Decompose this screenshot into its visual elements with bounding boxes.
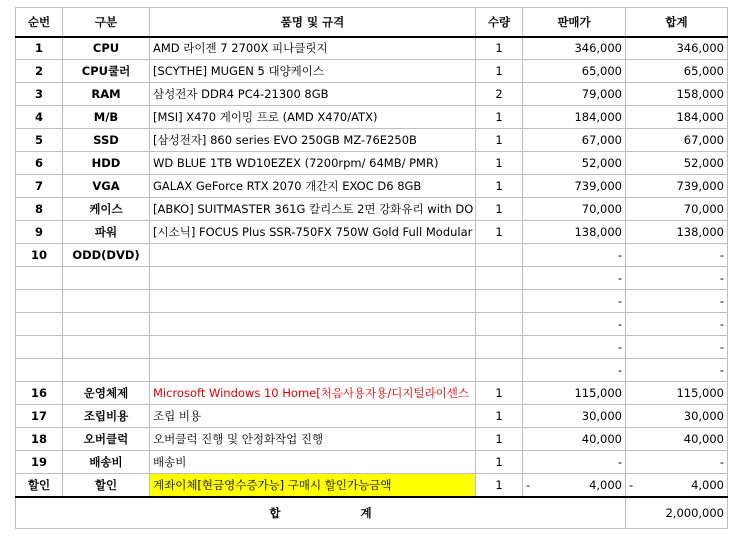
row-qty: 1 [476, 382, 523, 405]
table-row [16, 267, 728, 290]
row-category: SSD [63, 129, 150, 152]
row-category: VGA [63, 175, 150, 198]
row-no: 17 [16, 405, 63, 428]
row-category: CPU [63, 37, 150, 60]
row-price: - [523, 244, 626, 267]
row-price: 40,000 [523, 428, 626, 451]
discount-qty: 1 [476, 474, 523, 497]
total-value: 2,000,000 [626, 497, 728, 529]
header-sum: 합계 [626, 8, 728, 37]
table-row [16, 451, 728, 474]
row-sum: - [626, 451, 728, 474]
table-row [16, 428, 728, 451]
row-name [150, 336, 476, 359]
row-no [16, 313, 63, 336]
row-price: - [523, 451, 626, 474]
row-sum: 158,000 [626, 83, 728, 106]
row-qty: 1 [476, 221, 523, 244]
row-name [150, 267, 476, 290]
table-row [16, 198, 728, 221]
row-category [63, 359, 150, 382]
row-sum: - [626, 336, 728, 359]
row-sum: - [626, 244, 728, 267]
total-label-left: 합 [269, 505, 281, 520]
row-qty: 1 [476, 129, 523, 152]
row-price: 346,000 [523, 37, 626, 60]
row-no: 19 [16, 451, 63, 474]
row-name: Microsoft Windows 10 Home[처음사용자용/디지털라이센스 [150, 382, 476, 405]
row-name: 배송비 [150, 451, 476, 474]
row-qty [476, 244, 523, 267]
row-category: 운영체제 [63, 382, 150, 405]
table-row [16, 37, 728, 60]
row-qty [476, 290, 523, 313]
table-row [16, 152, 728, 175]
row-name [150, 290, 476, 313]
row-qty: 1 [476, 175, 523, 198]
row-price: - [523, 267, 626, 290]
total-label-right: 계 [360, 505, 372, 520]
row-sum: 52,000 [626, 152, 728, 175]
header-price: 판매가 [523, 8, 626, 37]
row-no: 10 [16, 244, 63, 267]
row-sum: 67,000 [626, 129, 728, 152]
table-row [16, 221, 728, 244]
row-sum: 739,000 [626, 175, 728, 198]
discount-name: 계좌이체[현금영수증가능] 구매시 할인가능금액 [150, 474, 476, 497]
row-name: 오버클럭 진행 및 안정화작업 진행 [150, 428, 476, 451]
table-row [16, 290, 728, 313]
row-no: 1 [16, 37, 63, 60]
row-qty [476, 267, 523, 290]
row-sum: 138,000 [626, 221, 728, 244]
row-name: [SCYTHE] MUGEN 5 대양케이스 [150, 60, 476, 83]
header-qty: 수량 [476, 8, 523, 37]
row-price: - [523, 336, 626, 359]
header-row [16, 8, 728, 37]
discount-price-sign: - [526, 477, 531, 492]
row-sum: 40,000 [626, 428, 728, 451]
row-no: 8 [16, 198, 63, 221]
row-price: 739,000 [523, 175, 626, 198]
table-row [16, 313, 728, 336]
row-price: 67,000 [523, 129, 626, 152]
row-qty: 1 [476, 106, 523, 129]
row-qty: 1 [476, 37, 523, 60]
total-label [16, 497, 626, 529]
table-row [16, 129, 728, 152]
row-price: 30,000 [523, 405, 626, 428]
row-price: 138,000 [523, 221, 626, 244]
table-row [16, 244, 728, 267]
row-name: AMD 라이젠 7 2700X 피나클릿지 [150, 37, 476, 60]
row-no: 3 [16, 83, 63, 106]
row-sum: - [626, 290, 728, 313]
row-category: 오버클럭 [63, 428, 150, 451]
table-row [16, 382, 728, 405]
row-qty: 1 [476, 198, 523, 221]
row-qty: 1 [476, 428, 523, 451]
row-category: M/B [63, 106, 150, 129]
row-sum: 115,000 [626, 382, 728, 405]
table-row [16, 60, 728, 83]
row-category [63, 267, 150, 290]
row-no: 7 [16, 175, 63, 198]
row-no: 4 [16, 106, 63, 129]
row-no: 16 [16, 382, 63, 405]
row-sum: - [626, 267, 728, 290]
row-price: 115,000 [523, 382, 626, 405]
table-row [16, 83, 728, 106]
row-qty: 1 [476, 60, 523, 83]
row-sum: - [626, 313, 728, 336]
row-category: 파워 [63, 221, 150, 244]
header-category: 구분 [63, 8, 150, 37]
row-price: - [523, 313, 626, 336]
row-sum: 70,000 [626, 198, 728, 221]
discount-price-value: 4,000 [589, 477, 622, 492]
row-name [150, 244, 476, 267]
discount-sum [626, 474, 728, 497]
row-no: 2 [16, 60, 63, 83]
row-category: RAM [63, 83, 150, 106]
row-qty: 1 [476, 405, 523, 428]
row-category [63, 313, 150, 336]
row-price: - [523, 290, 626, 313]
discount-sum-sign: - [629, 477, 634, 492]
row-qty: 1 [476, 451, 523, 474]
row-category [63, 290, 150, 313]
row-qty: 2 [476, 83, 523, 106]
row-category: 조립비용 [63, 405, 150, 428]
row-price: 65,000 [523, 60, 626, 83]
row-name: [MSI] X470 게이밍 프로 (AMD X470/ATX) [150, 106, 476, 129]
header-name: 품명 및 규격 [150, 8, 476, 37]
row-no: 6 [16, 152, 63, 175]
row-category: 배송비 [63, 451, 150, 474]
table-row [16, 175, 728, 198]
row-price: 70,000 [523, 198, 626, 221]
row-no [16, 359, 63, 382]
table-row [16, 336, 728, 359]
row-sum: 346,000 [626, 37, 728, 60]
discount-row [16, 474, 728, 497]
row-no: 9 [16, 221, 63, 244]
row-qty [476, 359, 523, 382]
total-row [16, 497, 728, 529]
row-price: 52,000 [523, 152, 626, 175]
row-no: 18 [16, 428, 63, 451]
row-no [16, 290, 63, 313]
row-qty [476, 336, 523, 359]
row-name: GALAX GeForce RTX 2070 개간지 EXOC D6 8GB [150, 175, 476, 198]
row-name: WD BLUE 1TB WD10EZEX (7200rpm/ 64MB/ PMR) [150, 152, 476, 175]
row-qty: 1 [476, 152, 523, 175]
discount-no: 할인 [16, 474, 63, 497]
row-sum: 65,000 [626, 60, 728, 83]
row-category: CPU쿨러 [63, 60, 150, 83]
row-qty [476, 313, 523, 336]
row-price: 79,000 [523, 83, 626, 106]
row-category: ODD(DVD) [63, 244, 150, 267]
discount-category: 할인 [63, 474, 150, 497]
row-sum: 184,000 [626, 106, 728, 129]
row-sum: 30,000 [626, 405, 728, 428]
row-category [63, 336, 150, 359]
row-name [150, 313, 476, 336]
row-category: 케이스 [63, 198, 150, 221]
row-sum: - [626, 359, 728, 382]
row-name: 삼성전자 DDR4 PC4-21300 8GB [150, 83, 476, 106]
row-name: [ABKO] SUITMASTER 361G 칼리스토 2면 강화유리 with DO [150, 198, 476, 221]
discount-sum-value: 4,000 [691, 477, 724, 492]
row-name [150, 359, 476, 382]
header-no: 순번 [16, 8, 63, 37]
row-no [16, 267, 63, 290]
table-row [16, 359, 728, 382]
estimate-table [15, 7, 728, 529]
row-price: - [523, 359, 626, 382]
table-row [16, 106, 728, 129]
row-name: [삼성전자] 860 series EVO 250GB MZ-76E250B [150, 129, 476, 152]
row-no: 5 [16, 129, 63, 152]
row-category: HDD [63, 152, 150, 175]
row-price: 184,000 [523, 106, 626, 129]
discount-price [523, 474, 626, 497]
row-name: [시소닉] FOCUS Plus SSR-750FX 750W Gold Full Modular [150, 221, 476, 244]
table-row [16, 405, 728, 428]
row-no [16, 336, 63, 359]
row-name: 조립 비용 [150, 405, 476, 428]
